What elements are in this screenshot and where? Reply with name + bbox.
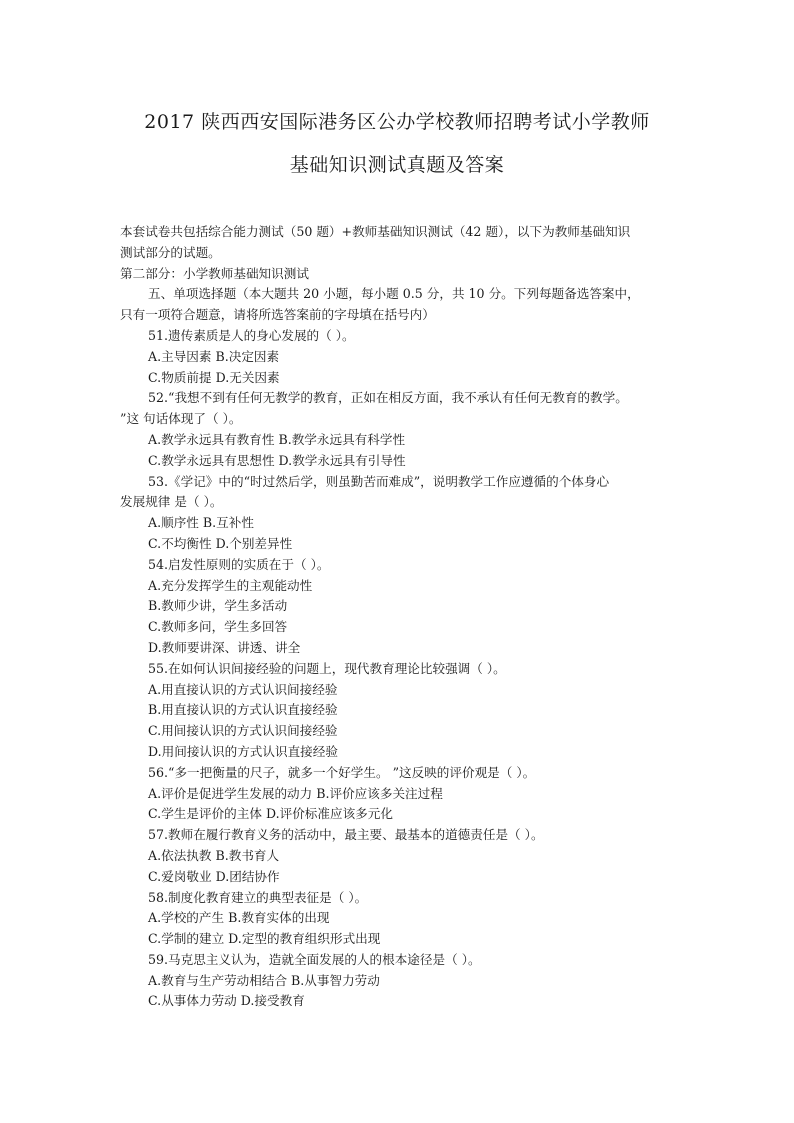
document-line: A.评价是促进学生发展的动力 B.评价应该多关注过程: [148, 785, 443, 801]
document-line: D.教师要讲深、讲透、讲全: [148, 639, 301, 655]
document-line: 54.启发性原则的实质在于（ ）。: [148, 556, 330, 572]
document-title-line-2: 基础知识测试真题及答案: [289, 154, 505, 176]
document-line: ”这 句话体现了（ ）。: [120, 411, 242, 427]
document-line: 第二部分：小学教师基础知识测试: [120, 265, 309, 281]
document-line: A.主导因素 B.决定因素: [148, 348, 280, 364]
document-line: C.从事体力劳动 D.接受教育: [148, 993, 305, 1009]
document-line: A.顺序性 B.互补性: [148, 515, 254, 531]
document-line: C.教师多问，学生多回答: [148, 619, 288, 635]
document-line: 五、单项选择题（本大题共 20 小题，每小题 0.5 分，共 10 分。下列每题备选答案中，: [148, 286, 640, 302]
document-title-line-1: 2017 陕西西安国际港务区公办学校教师招聘考试小学教师: [144, 111, 650, 133]
document-line: A.学校的产生 B.教育实体的出现: [148, 910, 330, 926]
document-line: A.教学永远具有教育性 B.教学永远具有科学性: [148, 431, 406, 447]
document-line: A.教育与生产劳动相结合 B.从事智力劳动: [148, 972, 380, 988]
document-line: B.教师少讲，学生多活动: [148, 598, 288, 614]
document-line: 本套试卷共包括综合能力测试（50 题）+教师基础知识测试（42 题），以下为教师基础知识: [120, 224, 631, 239]
document-line: 只有一项符合题意，请将所选答案前的字母填在括号内）: [120, 307, 435, 323]
document-line: 测试部分的试题。: [120, 244, 221, 260]
document-line: B.用直接认识的方式认识直接经验: [148, 702, 338, 718]
document-line: C.爱岗敬业 D.团结协作: [148, 868, 280, 884]
document-line: 55.在如何认识间接经验的问题上，现代教育理论比较强调（ ）。: [148, 660, 506, 676]
document-line: C.用间接认识的方式认识间接经验: [148, 723, 338, 739]
document-body: [120, 222, 690, 1012]
document-line: C.学生是评价的主体 D.评价标准应该多元化: [148, 806, 393, 822]
document-line: C.物质前提 D.无关因素: [148, 369, 280, 385]
document-line: 52.“我想不到有任何无教学的教育，正如在相反方面，我不承认有任何无教育的教学。: [148, 390, 628, 406]
document-line: 57.教师在履行教育义务的活动中，最主要、最基本的道德责任是（ ）。: [148, 827, 544, 843]
document-line: C.教学永远具有思想性 D.教学永远具有引导性: [148, 452, 406, 468]
document-line: 51.遗传素质是人的身心发展的（ ）。: [148, 327, 355, 343]
document-line: C.学制的建立 D.定型的教育组织形式出现: [148, 931, 381, 947]
document-line: A.用直接认识的方式认识间接经验: [148, 681, 338, 697]
document-line: A.充分发挥学生的主观能动性: [148, 577, 313, 593]
document-line: C.不均衡性 D.个别差异性: [148, 535, 293, 551]
document-line: 53.《学记》中的“时过然后学，则虽勤苦而难成”，说明教学工作应遵循的个体身心: [148, 473, 610, 489]
document-line: 59.马克思主义认为，造就全面发展的人的根本途径是（ ）。: [148, 951, 481, 967]
document-line: 56.“多一把衡量的尺子，就多一个好学生。 ”这反映的评价观是（ ）。: [148, 764, 536, 780]
document-line: 发展规律 是（ ）。: [120, 494, 223, 510]
document-line: 58.制度化教育建立的典型表征是（ ）。: [148, 889, 368, 905]
document-line: D.用间接认识的方式认识直接经验: [148, 743, 338, 759]
document-line: A.依法执教 B.教书育人: [148, 847, 280, 863]
